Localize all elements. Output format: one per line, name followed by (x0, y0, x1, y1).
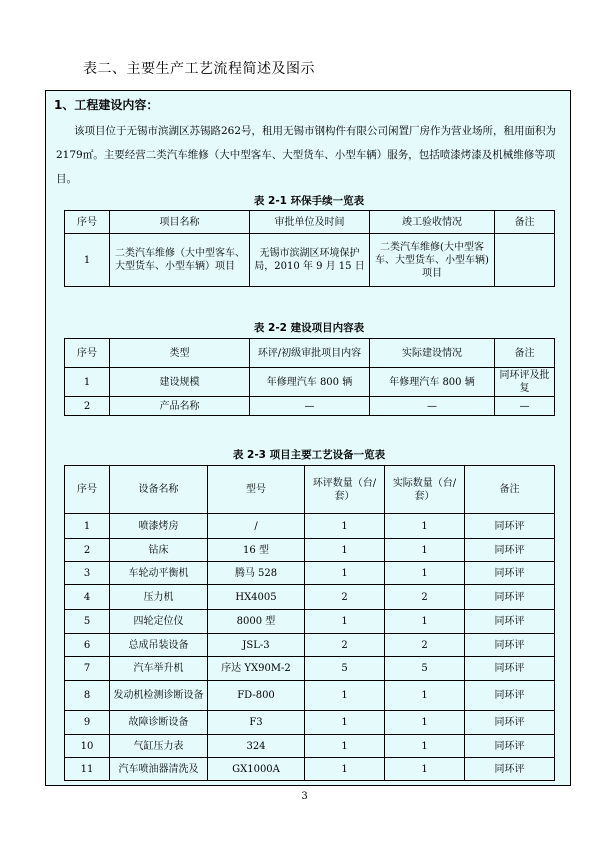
table-cell: 无锡市滨湖区环境保护局，2010 年 9 月 15 日 (250, 234, 370, 287)
table-cell: 3 (65, 562, 110, 585)
table-cell: 5 (305, 657, 385, 681)
table3-header-cell: 备注 (465, 466, 555, 514)
table-cell: 5 (385, 657, 465, 681)
table-cell: — (250, 397, 370, 416)
section-paragraph: 该项目位于无锡市滨湖区苏锡路262号，租用无锡市钢构件有限公司闲置厂房作为营业场所，租用面积为2179㎡。主要经营二类汽车维修（大中型客车、大型货车、小型车辆）服务，包括喷漆烤漆及机械维修等项目。 (56, 125, 557, 185)
table-cell: 2 (385, 585, 465, 610)
table-cell: 324 (208, 735, 305, 758)
table-cell: — (495, 397, 555, 416)
table2-header-cell: 序号 (65, 339, 110, 368)
table1-header-cell: 序号 (65, 211, 110, 234)
table-cell: 同环评 (465, 711, 555, 735)
table-cell: 年修理汽车 800 辆 (250, 368, 370, 397)
table-cell: 汽车喷油器清洗及 (110, 758, 208, 781)
table-cell: 喷漆烤房 (110, 514, 208, 539)
table-row (65, 634, 555, 657)
table-cell: 1 (385, 539, 465, 562)
table2-header-row (65, 339, 555, 368)
table-cell: 1 (305, 562, 385, 585)
table-cell: 同环评 (465, 514, 555, 539)
table-cell: 1 (385, 514, 465, 539)
table2-header-cell: 类型 (110, 339, 250, 368)
table1-header-cell: 竣工验收情况 (370, 211, 495, 234)
table-cell: 1 (305, 711, 385, 735)
page-title: 表二、主要生产工艺流程简述及图示 (83, 61, 315, 77)
page-number: 3 (301, 791, 308, 802)
table-cell: 2 (65, 539, 110, 562)
table-cell: 同环评 (465, 657, 555, 681)
table-cell: 1 (385, 610, 465, 634)
table-cell: 钻床 (110, 539, 208, 562)
table3-header-cell: 序号 (65, 466, 110, 514)
table-cell: 7 (65, 657, 110, 681)
table-cell: 8 (65, 681, 110, 711)
table-cell: 1 (305, 514, 385, 539)
table-cell: 总成吊装设备 (110, 634, 208, 657)
table2-caption: 表 2-2 建设项目内容表 (253, 322, 365, 334)
table-row (65, 368, 555, 397)
table-cell: 同环评 (465, 585, 555, 610)
table-cell: 序达 YX90M-2 (208, 657, 305, 681)
table-row (65, 610, 555, 634)
table1-header-row (65, 211, 555, 234)
table-row (65, 539, 555, 562)
table-row (65, 657, 555, 681)
table-cell: 1 (385, 758, 465, 781)
table-cell: 同环评及批复 (495, 368, 555, 397)
table-cell: 1 (385, 681, 465, 711)
table-cell: FD-800 (208, 681, 305, 711)
table-cell: 1 (305, 735, 385, 758)
table-cell: 同环评 (465, 735, 555, 758)
table-cell: 二类汽车维修(大中型客车、大型货车、小型车辆)项目 (370, 234, 495, 287)
table-cell: 6 (65, 634, 110, 657)
table-cell: 同环评 (465, 562, 555, 585)
table-row (65, 681, 555, 711)
table-row (65, 514, 555, 539)
table-cell: 11 (65, 758, 110, 781)
table-cell: 1 (305, 681, 385, 711)
table-cell: 发动机检测诊断设备 (110, 681, 208, 711)
table-cell: 2 (65, 397, 110, 416)
table-cell: 10 (65, 735, 110, 758)
table-row (65, 397, 555, 416)
table-cell: 2 (305, 585, 385, 610)
table3-header-cell: 设备名称 (110, 466, 208, 514)
table1-header-cell: 备注 (495, 211, 555, 234)
table-cell: 16 型 (208, 539, 305, 562)
table-cell: 1 (65, 234, 110, 287)
table-cell: 二类汽车维修（大中型客车、大型货车、小型车辆）项目 (110, 234, 250, 287)
table3-header-cell: 环评数量（台/套） (305, 466, 385, 514)
table-cell: 1 (305, 758, 385, 781)
table-cell: / (208, 514, 305, 539)
table1-header-cell: 项目名称 (110, 211, 250, 234)
table1 (64, 210, 555, 287)
table-cell: JSL-3 (208, 634, 305, 657)
table3-header-row (65, 466, 555, 514)
table-cell: HX4005 (208, 585, 305, 610)
table-row (65, 585, 555, 610)
table-row (65, 711, 555, 735)
table-cell: 年修理汽车 800 辆 (370, 368, 495, 397)
table-cell: 同环评 (465, 610, 555, 634)
table-cell: — (370, 397, 495, 416)
table-row (65, 735, 555, 758)
table-cell: 同环评 (465, 539, 555, 562)
table-cell: F3 (208, 711, 305, 735)
table3 (64, 465, 555, 781)
table-cell: 2 (385, 634, 465, 657)
table-cell: 同环评 (465, 758, 555, 781)
table-cell: 故障诊断设备 (110, 711, 208, 735)
content-frame (45, 90, 571, 786)
table2-header-cell: 实际建设情况 (370, 339, 495, 368)
table-cell: 4 (65, 585, 110, 610)
table3-header-cell: 型号 (208, 466, 305, 514)
table-cell: 5 (65, 610, 110, 634)
table-cell: 9 (65, 711, 110, 735)
table-row (65, 562, 555, 585)
table2 (64, 338, 555, 416)
table1-caption: 表 2-1 环保手续一览表 (253, 195, 365, 207)
table-cell (495, 234, 555, 287)
table-row (65, 758, 555, 781)
table2-header-cell: 环评/初级审批项目内容 (250, 339, 370, 368)
table-cell: 建设规模 (110, 368, 250, 397)
table-cell: 1 (385, 711, 465, 735)
table-row (65, 234, 555, 287)
table2-header-cell: 备注 (495, 339, 555, 368)
table-cell: GX1000A (208, 758, 305, 781)
table-cell: 1 (65, 368, 110, 397)
table-cell: 同环评 (465, 681, 555, 711)
table-cell: 压力机 (110, 585, 208, 610)
table-cell: 车轮动平衡机 (110, 562, 208, 585)
table3-header-cell: 实际数量（台/套） (385, 466, 465, 514)
table-cell: 气缸压力表 (110, 735, 208, 758)
table-cell: 1 (305, 610, 385, 634)
table-cell: 1 (305, 539, 385, 562)
table-cell: 1 (385, 562, 465, 585)
table-cell: 同环评 (465, 634, 555, 657)
table-cell: 四轮定位仪 (110, 610, 208, 634)
table3-caption: 表 2-3 项目主要工艺设备一览表 (232, 449, 386, 461)
section-heading: 1、工程建设内容： (54, 98, 159, 112)
table-cell: 1 (65, 514, 110, 539)
table1-header-cell: 审批单位及时间 (250, 211, 370, 234)
table-cell: 2 (305, 634, 385, 657)
table-cell: 1 (385, 735, 465, 758)
table-cell: 产品名称 (110, 397, 250, 416)
table-cell: 腾马 528 (208, 562, 305, 585)
table-cell: 8000 型 (208, 610, 305, 634)
table-cell: 汽车举升机 (110, 657, 208, 681)
